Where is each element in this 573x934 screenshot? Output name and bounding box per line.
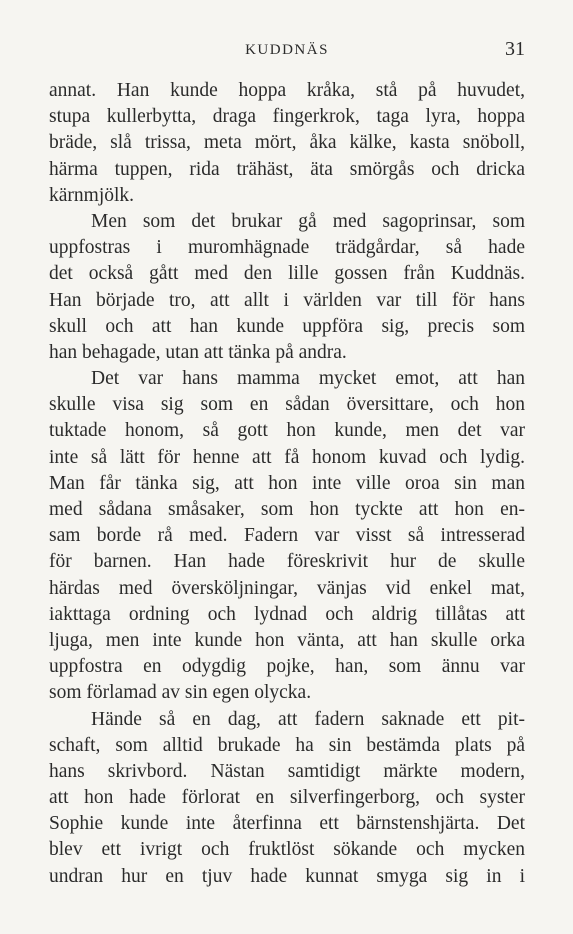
text-line: kärnmjölk. (49, 184, 135, 206)
text-line: att hon hade förlorat en silverfingerborg, och syster (49, 787, 525, 809)
text-line: det också gått med den lille gossen från Kuddnäs. (49, 263, 525, 285)
body-text (49, 78, 525, 890)
text-line: Hände så en dag, att fadern saknade ett pit- (91, 708, 525, 730)
text-line: blev ett ivrigt och fruktlöst sökande och mycken (49, 839, 525, 861)
text-line: bräde, slå trissa, meta mört, åka kälke, kasta snöboll, (49, 132, 525, 154)
text-line: stupa kullerbytta, draga fingerkrok, taga lyra, hoppa (49, 106, 525, 128)
text-line: Men som det brukar gå med sagoprinsar, som (91, 210, 525, 232)
text-line: iakttaga ordning och lydnad och aldrig tillåtas att (49, 603, 525, 625)
text-line: uppfostras i muromhägnade trädgårdar, så hade (49, 237, 525, 259)
text-line: för barnen. Han hade föreskrivit hur de skulle (49, 551, 525, 573)
page-number: 31 (505, 38, 525, 60)
text-line: schaft, som alltid brukade ha sin bestämda plats på (49, 734, 525, 756)
text-line: tuktade honom, så gott hon kunde, men det var (49, 420, 525, 442)
text-line: inte så lätt för henne att få honom kuvad och lydig. (49, 446, 525, 468)
text-line: Han började tro, att allt i världen var till för hans (49, 289, 525, 311)
text-line: hans skrivbord. Nästan samtidigt märkte modern, (49, 760, 525, 782)
text-line: Man får tänka sig, att hon inte ville oroa sin man (49, 472, 525, 494)
text-line: härdas med översköljningar, vänjas vid enkel mat, (49, 577, 525, 599)
text-line: skull och att han kunde uppföra sig, precis som (49, 315, 525, 337)
text-line: Sophie kunde inte återfinna ett bärnstenshjärta. Det (49, 813, 525, 835)
text-line: han behagade, utan att tänka på andra. (49, 341, 347, 363)
text-line: ljuga, men inte kunde hon vänta, att han skulle orka (49, 629, 525, 651)
text-line: sam borde rå med. Fadern var visst så intresserad (49, 525, 525, 547)
page-header (49, 38, 525, 62)
running-head: KUDDNÄS (245, 42, 329, 58)
text-line: Det var hans mamma mycket emot, att han (91, 368, 525, 390)
text-line: med sådana småsaker, som hon tyckte att hon en- (49, 499, 525, 520)
text-line: undran hur en tjuv hade kunnat smyga sig in i (49, 865, 525, 887)
text-line: skulle visa sig som en sådan översittare, och hon (49, 394, 525, 416)
text-line: som förlamad av sin egen olycka. (49, 682, 312, 704)
text-line: härma tuppen, rida trähäst, äta smörgås och dricka (49, 158, 525, 180)
text-line: uppfostra en odygdig pojke, han, som ännu var (49, 656, 525, 678)
text-line: annat. Han kunde hoppa kråka, stå på huvudet, (49, 80, 525, 101)
